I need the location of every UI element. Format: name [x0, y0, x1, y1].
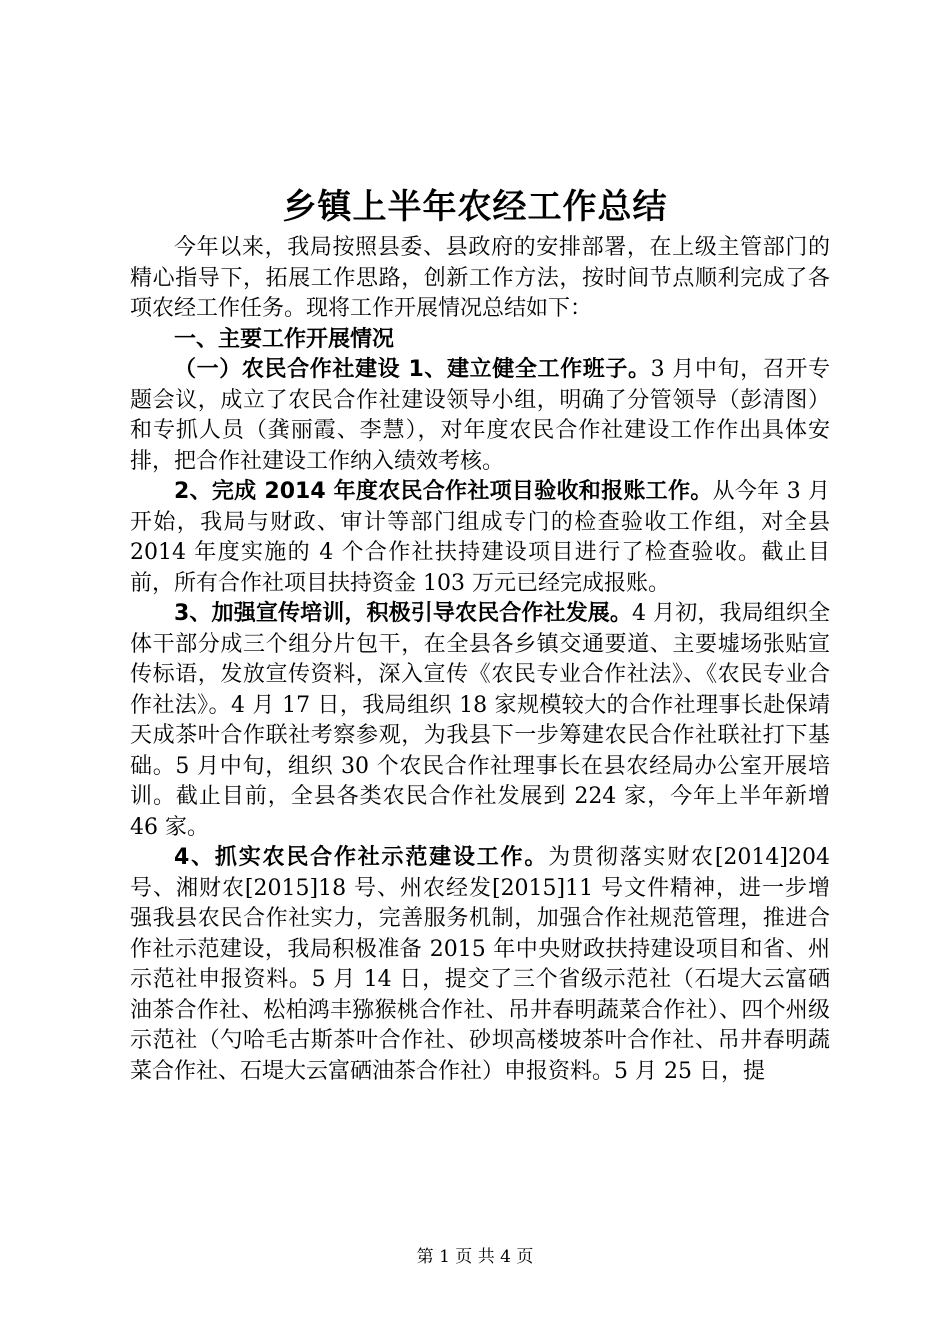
section-heading: 一、主要工作开展情况	[174, 326, 395, 352]
document-body	[130, 233, 830, 1087]
paragraph-text: 4 月初，我局组织全体干部分成三个组分片包干，在全县各乡镇交通要道、主要墟场张贴宣传标语，发放宣传资料，深入宣传《农民专业合作社法》、《农民专业合作社法》。4 月 17 日，我局组织 18 家规模较大的合作社理事长赴保靖天成茶叶合作联社考察参观，为我县下一步筹建农民合作社联社打下基础。5 月中旬，组织 30 个农民合作社理事长在县农经局办公室开展培训。截止目前，全县各类农民合作社发展到 224 家，今年上半年新增 46 家。	[130, 601, 830, 840]
paragraph-lead: 2、完成 2014 年度农民合作社项目验收和报账工作。	[174, 479, 713, 504]
paragraph-lead: 4、抓实农民合作社示范建设工作。	[174, 845, 549, 870]
paragraph-training	[130, 599, 830, 843]
paragraph-text: 为贯彻落实财农[2014]204 号、湘财农[2015]18 号、州农经发[2015]11 号文件精神，进一步增强我县农民合作社实力，完善服务机制，加强合作社规范管理，推进合作社示范建设，我局积极准备 2015 年中央财政扶持建设项目和省、州示范社申报资料。5 月 14 日，提交了三个省级示范社（石堤大云富硒油茶合作社、松柏鸿丰猕猴桃合作社、吊井春明蔬菜合作社）、四个州级示范社（勺哈毛古斯茶叶合作社、砂坝高楼坡茶叶合作社、吊井春明蔬菜合作社、石堤大云富硒油茶合作社）申报资料。5 月 25 日，提	[130, 845, 830, 1084]
paragraph-lead: 3、加强宣传培训，积极引导农民合作社发展。	[174, 601, 632, 626]
page-number: 第 1 页 共 4 页	[416, 1247, 534, 1267]
paragraph-lead: （一）农民合作社建设 1、建立健全工作班子。	[174, 357, 651, 382]
paragraph-text: 从今年 3 月开始，我局与财政、审计等部门组成专门的检查验收工作组，对全县 2014 年度实施的 4 个合作社扶持建设项目进行了检查验收。截止目前，所有合作社项目扶持资金 103 万元已经完成报账。	[130, 479, 831, 596]
paragraph-intro	[130, 233, 830, 325]
document-title: 乡镇上半年农经工作总结	[282, 187, 668, 227]
paragraph-acceptance	[130, 477, 830, 599]
paragraph-demonstration	[130, 843, 830, 1087]
paragraph-text: 3 月中旬，召开专题会议，成立了农民合作社建设领导小组，明确了分管领导（彭清图）和专抓人员（龚丽霞、李慧），对年度农民合作社建设工作作出具体安排，把合作社建设工作纳入绩效考核。	[130, 357, 830, 474]
paragraph-cooperative-team	[130, 355, 830, 477]
paragraph-text: 今年以来，我局按照县委、县政府的安排部署，在上级主管部门的精心指导下，拓展工作思路，创新工作方法，按时间节点顺利完成了各项农经工作任务。现将工作开展情况总结如下：	[130, 235, 830, 321]
